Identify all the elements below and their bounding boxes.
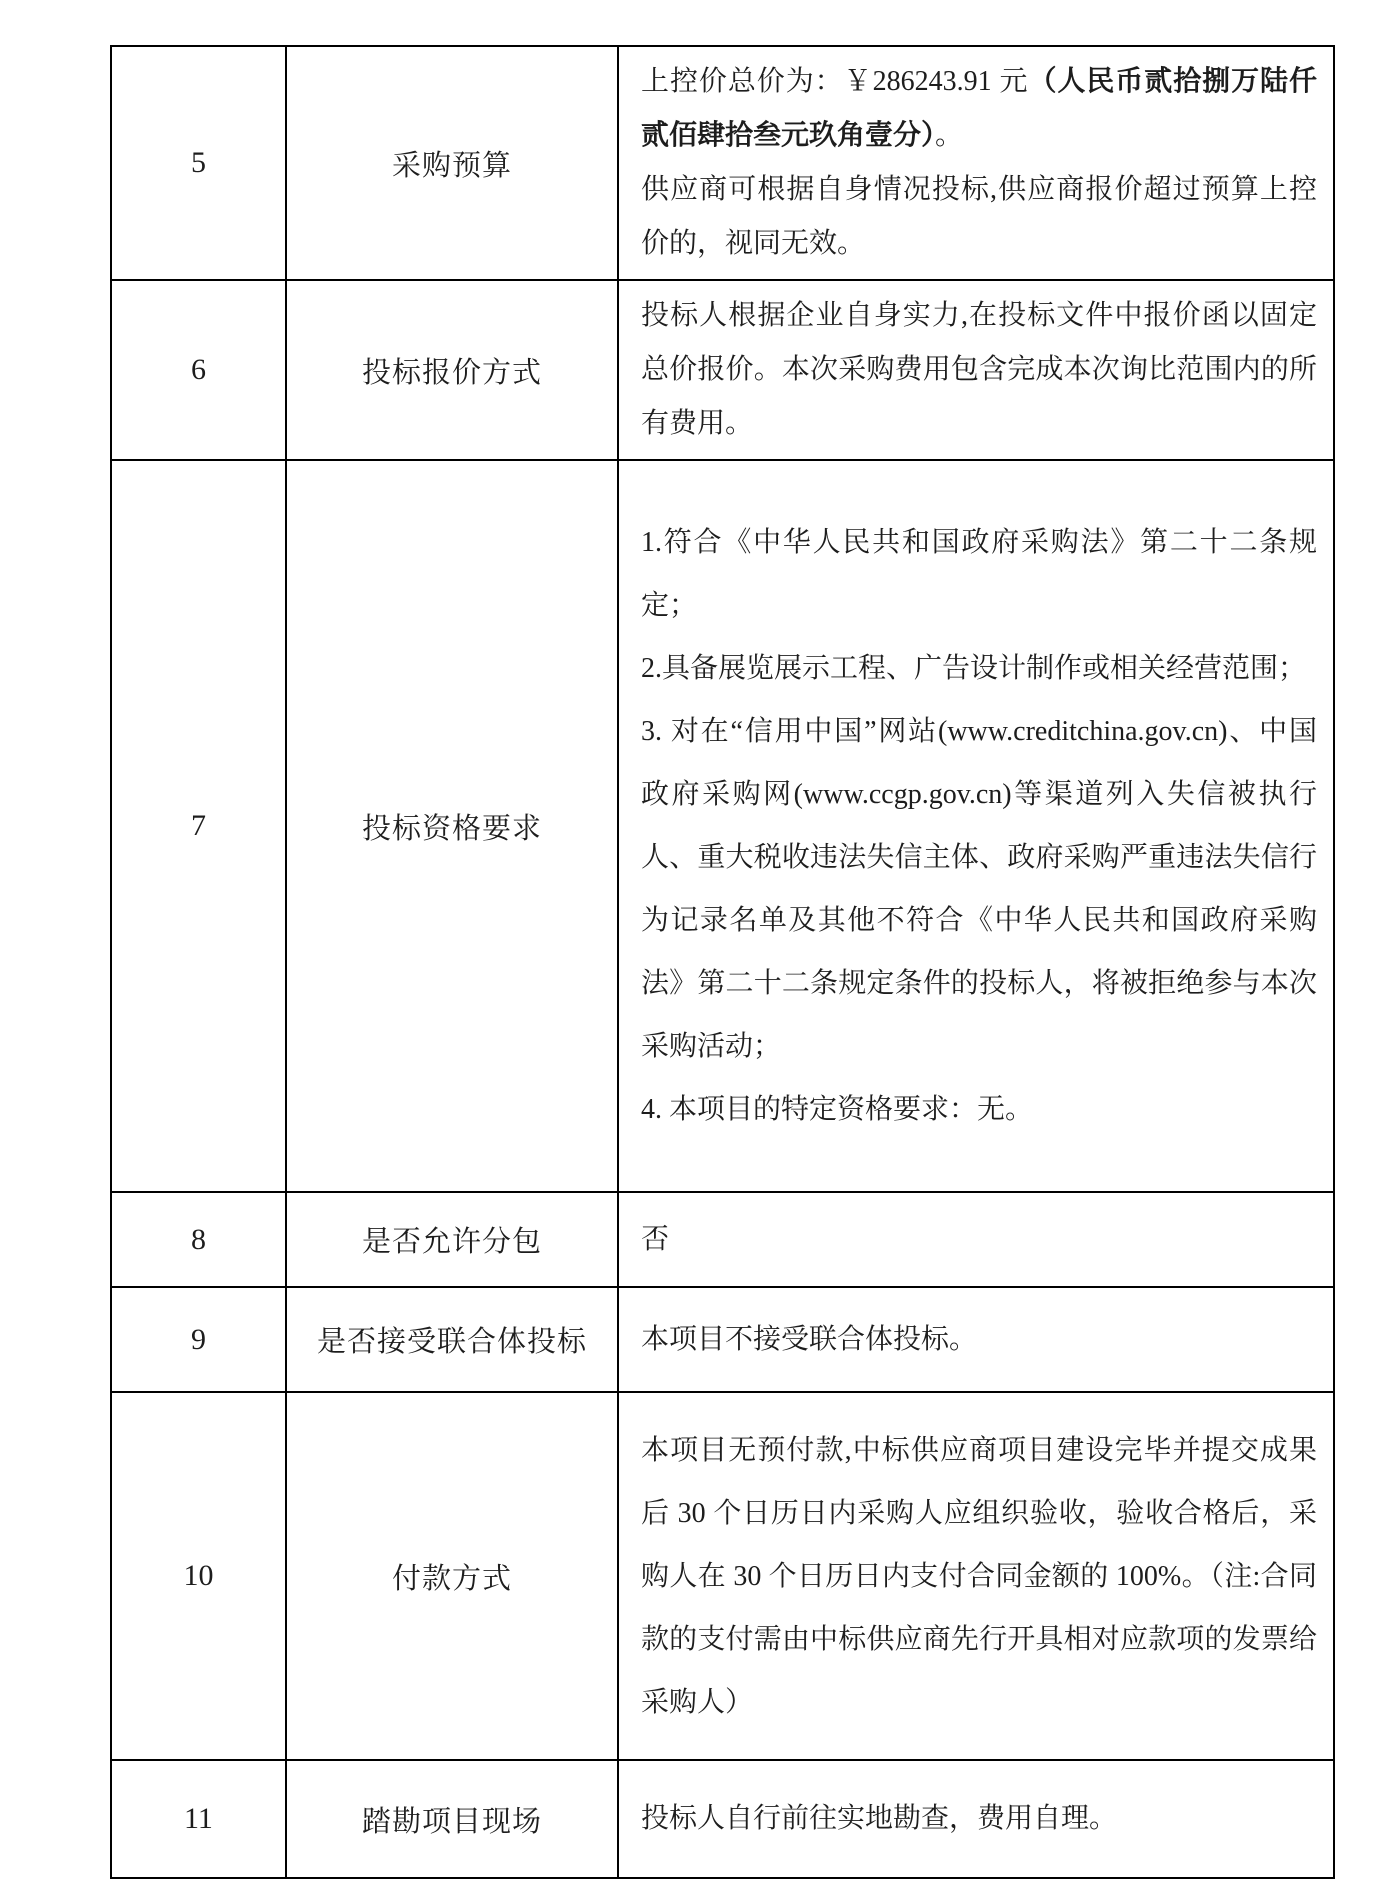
- row-number-cell: 10: [111, 1392, 286, 1760]
- content-paragraph: [641, 55, 1317, 163]
- content-text: 2.具备展览展示工程、广告设计制作或相关经营范围；: [641, 653, 1307, 684]
- content-text: 本项目不接受联合体投标。: [641, 1323, 978, 1355]
- row-item-cell: 采购预算: [286, 46, 618, 280]
- row-item-cell: 是否接受联合体投标: [286, 1287, 618, 1392]
- table-row: [111, 1192, 1334, 1287]
- content-paragraph: [641, 1213, 1317, 1267]
- row-content-cell: [618, 1760, 1334, 1878]
- table-row: [111, 1760, 1334, 1878]
- row-content-cell: [618, 1192, 1334, 1287]
- row-item-cell: 投标资格要求: [286, 460, 618, 1192]
- content-text: 4. 本项目的特定资格要求：无。: [641, 1094, 1034, 1125]
- content-paragraph: [641, 1078, 1317, 1141]
- content-paragraph: [641, 1313, 1317, 1367]
- content-paragraph: [641, 163, 1317, 271]
- content-text: 1.符合《中华人民共和国政府采购法》第二十二条规定；: [641, 527, 1317, 621]
- content-paragraph: [641, 1792, 1317, 1846]
- row-number-cell: 8: [111, 1192, 286, 1287]
- table-row: [111, 1392, 1334, 1760]
- row-content-cell: [618, 1287, 1334, 1392]
- content-text: 供应商可根据自身情况投标,供应商报价超过预算上控价的，视同无效。: [641, 174, 1317, 259]
- table-row: [111, 1287, 1334, 1392]
- content-paragraph: [641, 700, 1317, 1078]
- content-text: 否: [641, 1223, 670, 1255]
- row-content-cell: [618, 460, 1334, 1192]
- content-text-bold: （人民币贰拾捌万陆仟贰佰肆拾叁元玖角壹分）: [641, 66, 1317, 151]
- procurement-table-body: [111, 46, 1334, 1878]
- row-content-cell: [618, 1392, 1334, 1760]
- row-number-cell: 7: [111, 460, 286, 1192]
- content-paragraph: [641, 511, 1317, 637]
- table-row: [111, 46, 1334, 280]
- row-number-cell: 6: [111, 280, 286, 460]
- content-text: 投标人自行前往实地勘查，费用自理。: [641, 1803, 1118, 1834]
- content-text: 上控价总价为：￥286243.91 元: [641, 66, 1029, 97]
- content-paragraph: [641, 289, 1317, 451]
- row-content-cell: [618, 280, 1334, 460]
- row-item-cell: 付款方式: [286, 1392, 618, 1760]
- row-item-cell: 是否允许分包: [286, 1192, 618, 1287]
- table-row: [111, 460, 1334, 1192]
- row-number-cell: 11: [111, 1760, 286, 1878]
- content-text: 。: [935, 120, 964, 151]
- row-number-cell: 9: [111, 1287, 286, 1392]
- content-paragraph: [641, 1419, 1317, 1734]
- row-number-cell: 5: [111, 46, 286, 280]
- row-content-cell: [618, 46, 1334, 280]
- content-text: 本项目无预付款,中标供应商项目建设完毕并提交成果后 30 个日历日内采购人应组织验收，验收合格后，采购人在 30 个日历日内支付合同金额的 100%。（注:合同款的支付需由中标供应商先行开具相对应款项的发票给采购人）: [641, 1434, 1317, 1718]
- content-paragraph: [641, 637, 1317, 700]
- content-text: 3. 对在“信用中国”网站(www.creditchina.gov.cn)、中国政府采购网(www.ccgp.gov.cn)等渠道列入失信被执行人、重大税收违法失信主体、政府采购严重违法失信行为记录名单及其他不符合《中华人民共和国政府采购法》第二十二条规定条件的投标人，将被拒绝参与本次采购活动；: [641, 716, 1317, 1062]
- row-item-cell: 踏勘项目现场: [286, 1760, 618, 1878]
- content-text: 投标人根据企业自身实力,在投标文件中报价函以固定总价报价。本次采购费用包含完成本次询比范围内的所有费用。: [641, 300, 1317, 439]
- row-item-cell: 投标报价方式: [286, 280, 618, 460]
- table-row: [111, 280, 1334, 460]
- procurement-table: [110, 45, 1335, 1879]
